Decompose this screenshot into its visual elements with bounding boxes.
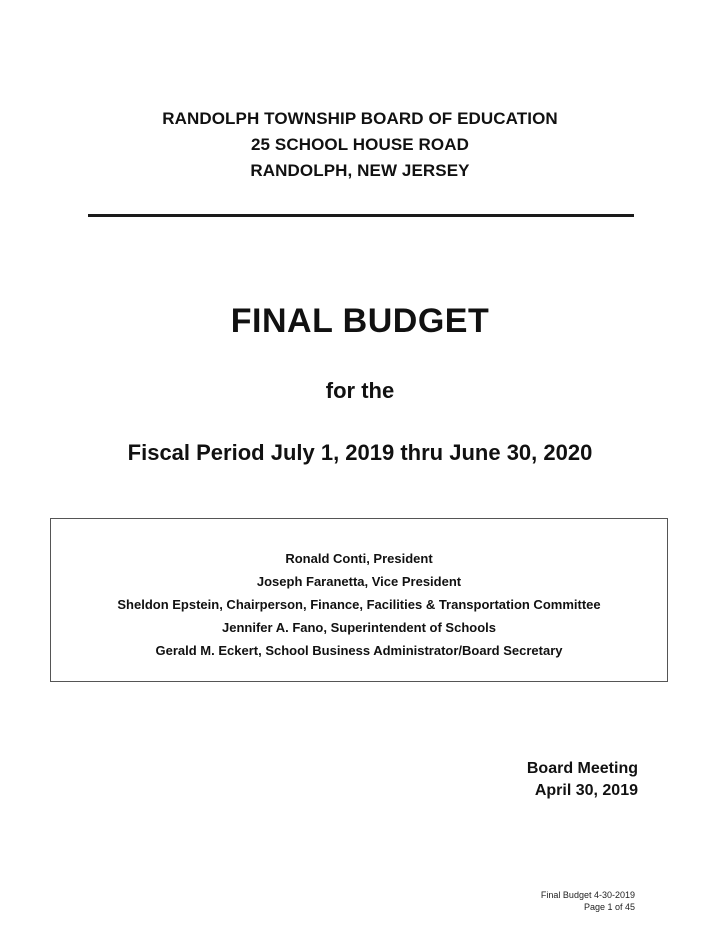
officer-finance-chair: Sheldon Epstein, Chairperson, Finance, Facilities & Transportation Committee [117,597,601,612]
footer-page-number: Page 1 of 45 [583,902,635,912]
board-meeting-block [527,758,638,802]
district-header [0,106,720,184]
officers-box [50,518,668,682]
officer-president: Ronald Conti, President [285,551,433,566]
document-subtitle: for the [325,378,395,403]
officers-list [51,547,667,662]
officer-business-administrator: Gerald M. Eckert, School Business Administrator/Board Secretary [155,643,563,658]
district-name: RANDOLPH TOWNSHIP BOARD OF EDUCATION [162,109,558,128]
board-meeting-date: April 30, 2019 [534,782,638,799]
header-divider [88,214,634,217]
district-city-state: RANDOLPH, NEW JERSEY [250,161,470,180]
fiscal-period: Fiscal Period July 1, 2019 thru June 30, 2020 [127,440,593,465]
page-footer [541,889,635,913]
officer-vice-president: Joseph Faranetta, Vice President [256,574,462,589]
footer-document-label: Final Budget 4-30-2019 [540,890,635,900]
district-address: 25 SCHOOL HOUSE ROAD [250,135,469,154]
officer-superintendent: Jennifer A. Fano, Superintendent of Schools [222,620,496,635]
document-title: FINAL BUDGET [230,302,490,340]
board-meeting-label: Board Meeting [526,760,638,777]
